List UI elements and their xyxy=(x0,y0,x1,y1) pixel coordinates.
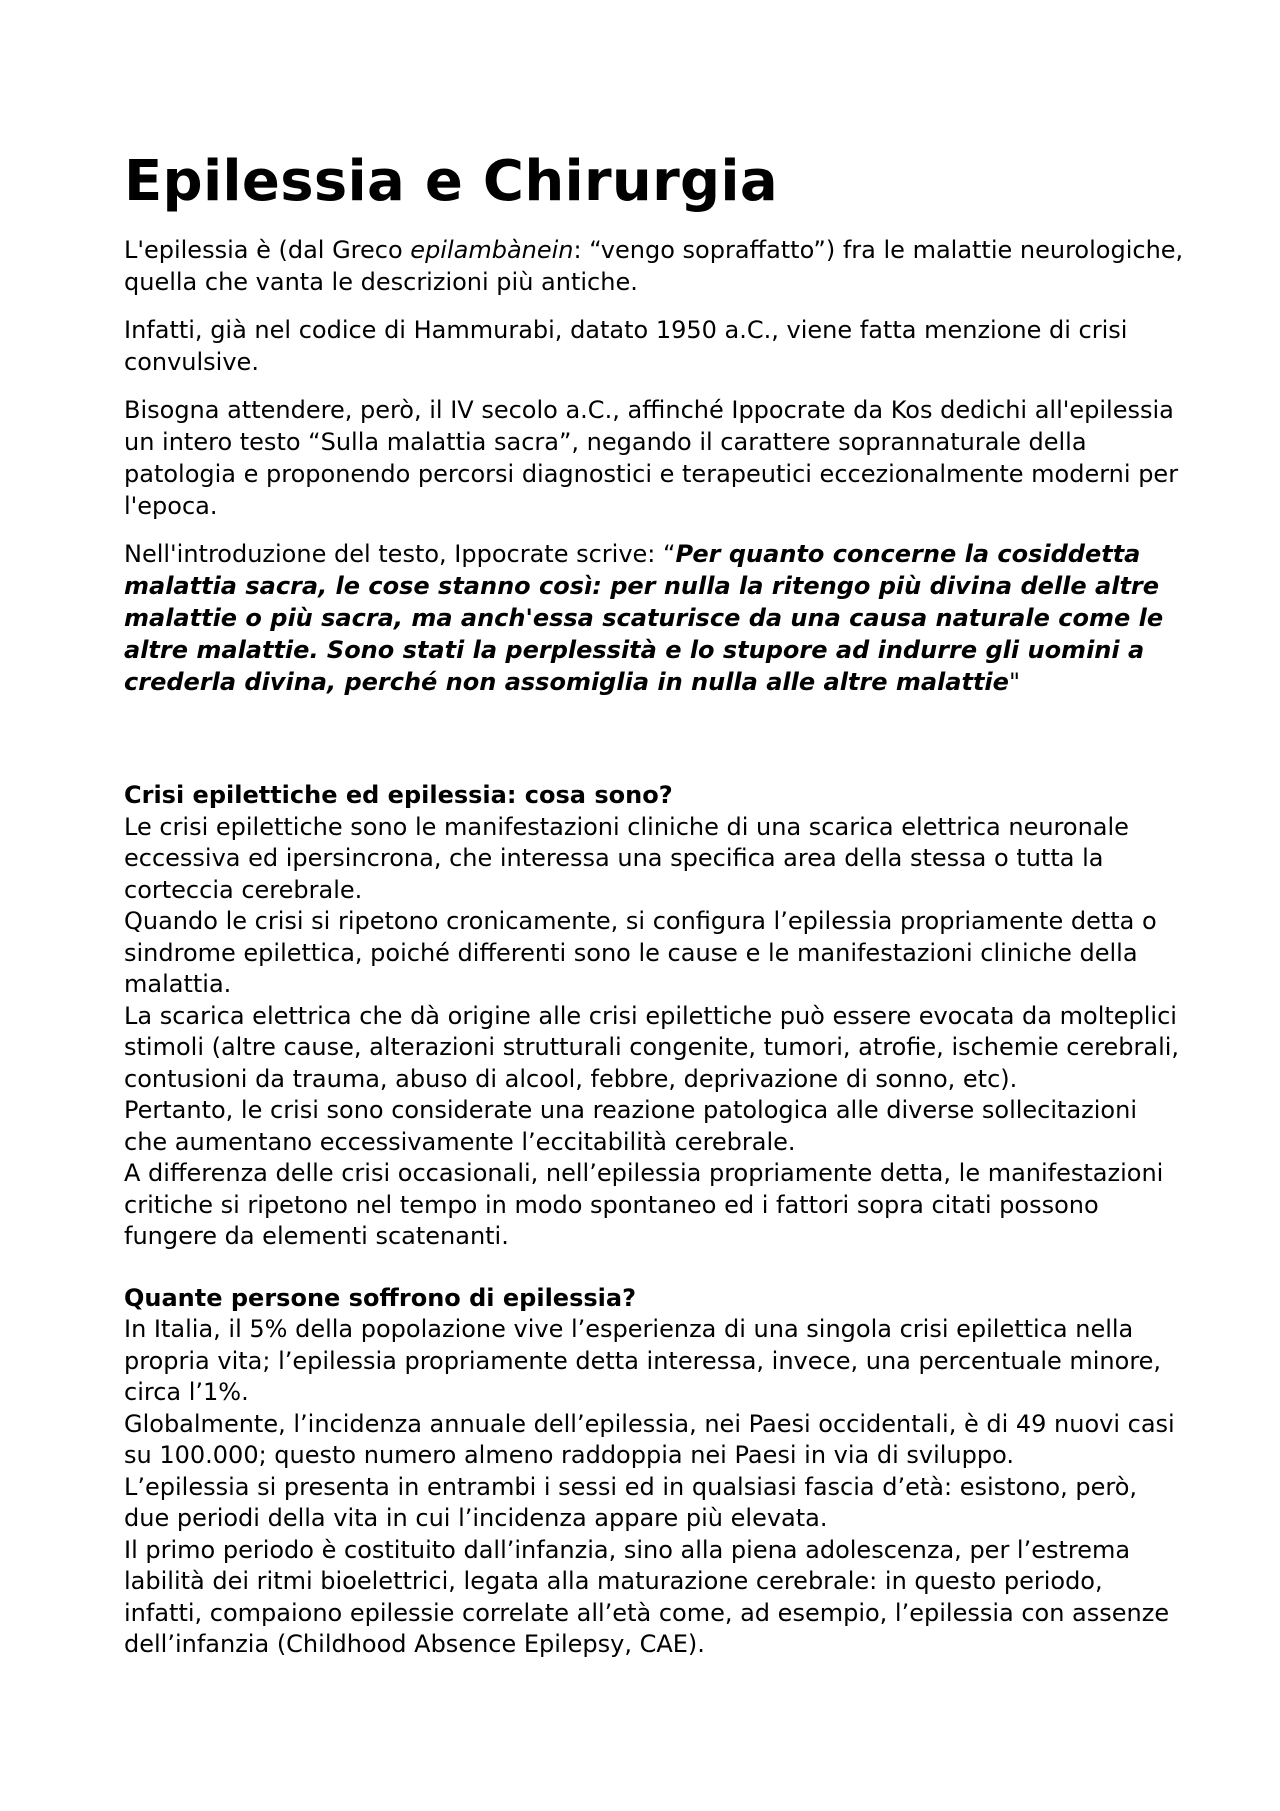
intro xyxy=(124,234,1184,698)
greek-term: epilambànein xyxy=(410,236,574,264)
intro-p4-start: Nell'introduzione del testo, Ippocrate scrive: “ xyxy=(124,540,676,568)
intro-paragraph-1 xyxy=(124,234,1184,298)
section-paragraph: A differenza delle crisi occasionali, nell’epilessia propriamente detta, le manifestazioni critiche si ripetono nel tempo in modo spontaneo ed i fattori sopra citati possono fungere da elementi scatenanti. xyxy=(124,1159,1164,1250)
intro-paragraph-4 xyxy=(124,538,1184,698)
section-paragraph: Quando le crisi si ripetono cronicamente, si configura l’epilessia propriamente detta o sindrome epilettica, poiché differenti sono le cause e le manifestazioni cliniche della malattia. xyxy=(124,907,1157,998)
section-how-many xyxy=(124,1283,1184,1661)
intro-paragraph-2: Infatti, già nel codice di Hammurabi, datato 1950 a.C., viene fatta menzione di crisi convulsive. xyxy=(124,316,1128,376)
section-paragraph: Pertanto, le crisi sono considerate una reazione patologica alle diverse sollecitazioni che aumentano eccessivamente l’eccitabilità cerebrale. xyxy=(124,1096,1137,1156)
section-paragraph: Globalmente, l’incidenza annuale dell’epilessia, nei Paesi occidentali, è di 49 nuovi casi su 100.000; questo numero almeno raddoppia nei Paesi in via di sviluppo. xyxy=(124,1409,1175,1469)
section-heading: Crisi epilettiche ed epilessia: cosa sono? xyxy=(124,781,673,809)
section-paragraph: L’epilessia si presenta in entrambi i sessi ed in qualsiasi fascia d’età: esistono, però, due periodi della vita in cui l’incidenza appare più elevata. xyxy=(124,1472,1138,1532)
hippocrates-quote: Per quanto concerne la cosiddetta malattia sacra, le cose stanno così: per nulla la ritengo più divina delle altre malattie o più sacra, ma anch'essa scaturisce da una causa naturale come le altre malattie. Sono stati la perplessità e lo stupore ad indurre gli uomini a crederla divina, perché non assomiglia in nulla alle altre malattie xyxy=(124,540,1164,696)
intro-p4-end: " xyxy=(1008,668,1020,696)
section-paragraph: In Italia, il 5% della popolazione vive l’esperienza di una singola crisi epilettica nella propria vita; l’epilessia propriamente detta interessa, invece, una percentuale minore, circa l’1%. xyxy=(124,1315,1162,1406)
section-paragraph: Le crisi epilettiche sono le manifestazioni cliniche di una scarica elettrica neuronale eccessiva ed ipersincrona, che interessa una specifica area della stessa o tutta la corteccia cerebrale. xyxy=(124,812,1129,904)
section-paragraph: La scarica elettrica che dà origine alle crisi epilettiche può essere evocata da molteplici stimoli (altre cause, alterazioni strutturali congenite, tumori, atrofie, ischemie cerebrali, contusioni da trauma, abuso di alcool, febbre, deprivazione di sonno, etc). xyxy=(124,1001,1180,1093)
section-paragraph: Il primo periodo è costituito dall’infanzia, sino alla piena adolescenza, per l’estrema labilità dei ritmi bioelettrici, legata alla maturazione cerebrale: in questo periodo, infatti, compaiono epilessie correlate all’età come, ad esempio, l’epilessia con assenze dell’infanzia (Childhood Absence Epilepsy, CAE). xyxy=(124,1535,1170,1658)
document-page xyxy=(124,150,1184,1661)
intro-p1-end: : “vengo sopraffatto”) fra le malattie neurologiche, quella che vanta le descrizioni più antiche. xyxy=(124,236,1184,296)
section-heading: Quante persone soffrono di epilessia? xyxy=(124,1283,636,1312)
page-title: Epilessia e Chirurgia xyxy=(124,149,778,214)
section-what-are xyxy=(124,780,1184,1253)
intro-p1-start: L'epilessia è (dal Greco xyxy=(124,236,411,264)
intro-paragraph-3: Bisogna attendere, però, il IV secolo a.C., affinché Ippocrate da Kos dedichi all'epilessia un intero testo “Sulla malattia sacra”, negando il carattere soprannaturale della patologia e proponendo percorsi diagnostici e terapeutici eccezionalmente moderni per l'epoca. xyxy=(124,396,1179,520)
